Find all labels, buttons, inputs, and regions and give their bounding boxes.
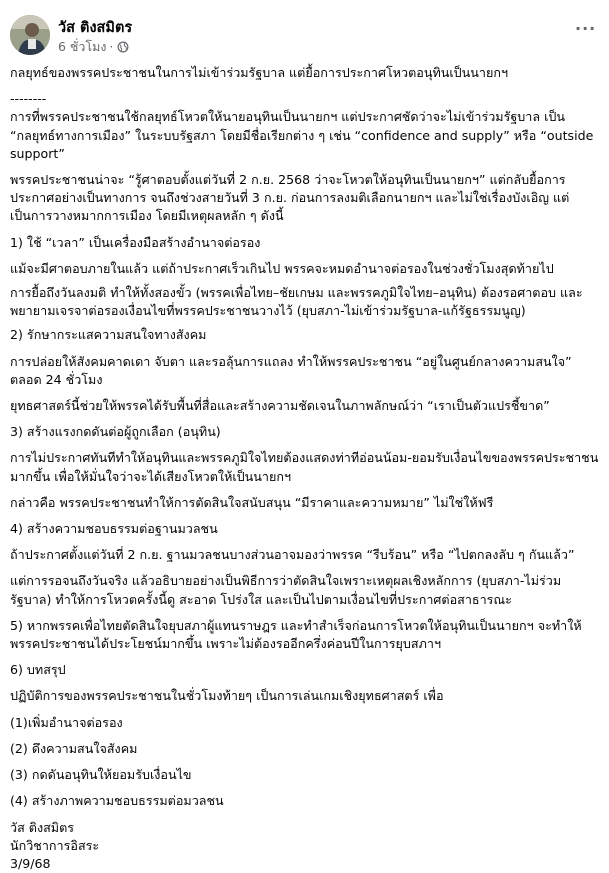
paragraph: การไม่ประกาศทันทีทำให้อนุทินและพรรคภูมิใจไทยต้องแสดงท่าทีอ่อนน้อม-ยอมรับเงื่อนไขของพรรคประชาชนมากขึ้น เพื่อให้มั่นใจว่าจะได้เสียงโหวตให้เป็นนายกฯ: [10, 450, 599, 484]
paragraph: แม้จะมีศาตอบภายในแล้ว แต่ถ้าประกาศเร็วเกินไป พรรคจะหมดอำนาจต่อรองในช่วงชั่วโมงสุดท้ายไป: [10, 260, 554, 276]
paragraph: การปล่อยให้สังคมคาดเดา จับตา และรอลุ้นการแถลง ทำให้พรรคประชาชน “อยู่ในศูนย์กลางความสนใจ” ตลอด 24 ชั่วโมง: [10, 353, 572, 387]
paragraph: แต่การรอจนถึงวันจริง แล้วอธิบายอย่างเป็นพิธีการว่าตัดสินใจเพราะเหตุผลเชิงหลักการ (ยุบสภา-ไม่ร่วมรัฐบาล) ทำให้การโหวตครั้งนี้ดู สะอาด โปร่งใส และเป็นไปตามเงื่อนไขที่ประกาศต่อสาธารณะ: [10, 573, 562, 607]
author-name[interactable]: วัส ติงสมิตร: [58, 20, 133, 36]
avatar[interactable]: [10, 15, 50, 55]
list-item: (4) สร้างภาพความชอบธรรมต่อมวลชน: [10, 793, 224, 809]
paragraph: พรรคประชาชนน่าจะ “รู้ศาตอบตั้งแต่วันที่ 2 ก.ย. 2568 ว่าจะโหวตให้อนุทินเป็นนายกฯ” แต่กลับยื้อการประกาศอย่างเป็นทางการ จนถึงช่วงสายวันที่ 3 ก.ย. ก่อนการลงมติเลือกนายกฯ และไม่ใช่เรื่องบังเอิญ แต่เป็นการวางหมากการเมือง โดยมีเหตุผลหลัก ๆ ดังนี้: [10, 172, 570, 224]
more-options-icon[interactable]: ···: [575, 19, 597, 38]
profile-photo: [10, 15, 50, 55]
meta-separator: ·: [109, 40, 114, 54]
section-heading: 3) สร้างแรงกดดันต่อผู้ถูกเลือก (อนุทิน): [10, 424, 221, 440]
post-headline: กลยุทธ์ของพรรคประชาชนในการไม่เข้าร่วมรัฐบาล แต่ยื้อการประกาศโหวตอนุทินเป็นนายกฯ: [10, 65, 509, 80]
list-item: (1)เพิ่มอำนาจต่อรอง: [10, 714, 123, 730]
section-heading: 4) สร้างความชอบธรรมต่อฐานมวลชน: [10, 521, 218, 537]
paragraph: การที่พรรคประชาชนใช้กลยุทธ์โหวตให้นายอนุทินเป็นนายกฯ แต่ประกาศชัดว่าจะไม่เข้าร่วมรัฐบาล เป็น “กลยุทธ์ทางการเมือง” ในระบบรัฐสภา โดยมีชื่อเรียกต่าง ๆ เช่น “confidence and supply” หรือ “outside support”: [10, 109, 594, 161]
list-item: (2) ดึงความสนใจสังคม: [10, 740, 138, 756]
paragraph: การยื้อถึงวันลงมติ ทำให้ทั้งสองขั้ว (พรรคเพื่อไทย–ชัยเกษม และพรรคภูมิใจไทย–อนุทิน) ต้องรอศาตอบ และพยายามเจรจาต่อรองเงื่อนไขที่พรรคประชาชนวางไว้ (ยุบสภา-ไม่เข้าร่วมรัฐบาล-แก้รัฐธรรมนูญ): [10, 285, 583, 319]
signature-date: 3/9/68: [10, 855, 51, 871]
paragraph: ปฏิบัติการของพรรคประชาชนในชั่วโมงท้ายๆ เป็นการเล่นเกมเชิงยุทธศาสตร์ เพื่อ: [10, 688, 444, 704]
signature-title: นักวิชาการอิสระ: [10, 837, 100, 853]
signature-name: วัส ติงสมิตร: [10, 819, 75, 835]
section-heading: 6) บทสรุป: [10, 662, 66, 678]
divider-line: --------: [10, 91, 47, 107]
post-meta: [58, 37, 129, 57]
globe-icon: [117, 41, 129, 53]
post-header: [10, 14, 599, 56]
section-heading: 1) ใช้ “เวลา” เป็นเครื่องมือสร้างอำนาจต่อรอง: [10, 234, 261, 250]
paragraph: กล่าวคือ พรรคประชาชนทำให้การตัดสินใจสนับสนุน “มีราคาและความหมาย” ไม่ใช่ให้ฟรี: [10, 494, 494, 510]
paragraph: ถ้าประกาศตั้งแต่วันที่ 2 ก.ย. ฐานมวลชนบางส่วนอาจมองว่าพรรค “รีบร้อน” หรือ “ไปตกลงลับ ๆ กันแล้ว”: [10, 547, 575, 563]
section-heading: 5) หากพรรคเพื่อไทยตัดสินใจยุบสภาผู้แทนราษฎร และทำสำเร็จก่อนการโหวตให้อนุทินเป็นนายกฯ จะทำให้พรรคประชาชนได้ประโยชน์มากขึ้น เพราะไม่ต้องรออีกครึ่งค่อนปีในการยุบสภาฯ: [10, 617, 582, 652]
section-heading: 2) รักษากระแสความสนใจทางสังคม: [10, 327, 207, 343]
post-body: [10, 64, 600, 873]
list-item: (3) กดดันอนุทินให้ยอมรับเงื่อนไข: [10, 767, 192, 783]
paragraph: ยุทธศาสตร์นี้ช่วยให้พรรคได้รับพื้นที่สื่อและสร้างความชัดเจนในภาพลักษณ์ว่า “เราเป็นตัวแปรชี้ขาด”: [10, 398, 550, 414]
post-time[interactable]: 6 ชั่วโมง: [58, 39, 107, 54]
